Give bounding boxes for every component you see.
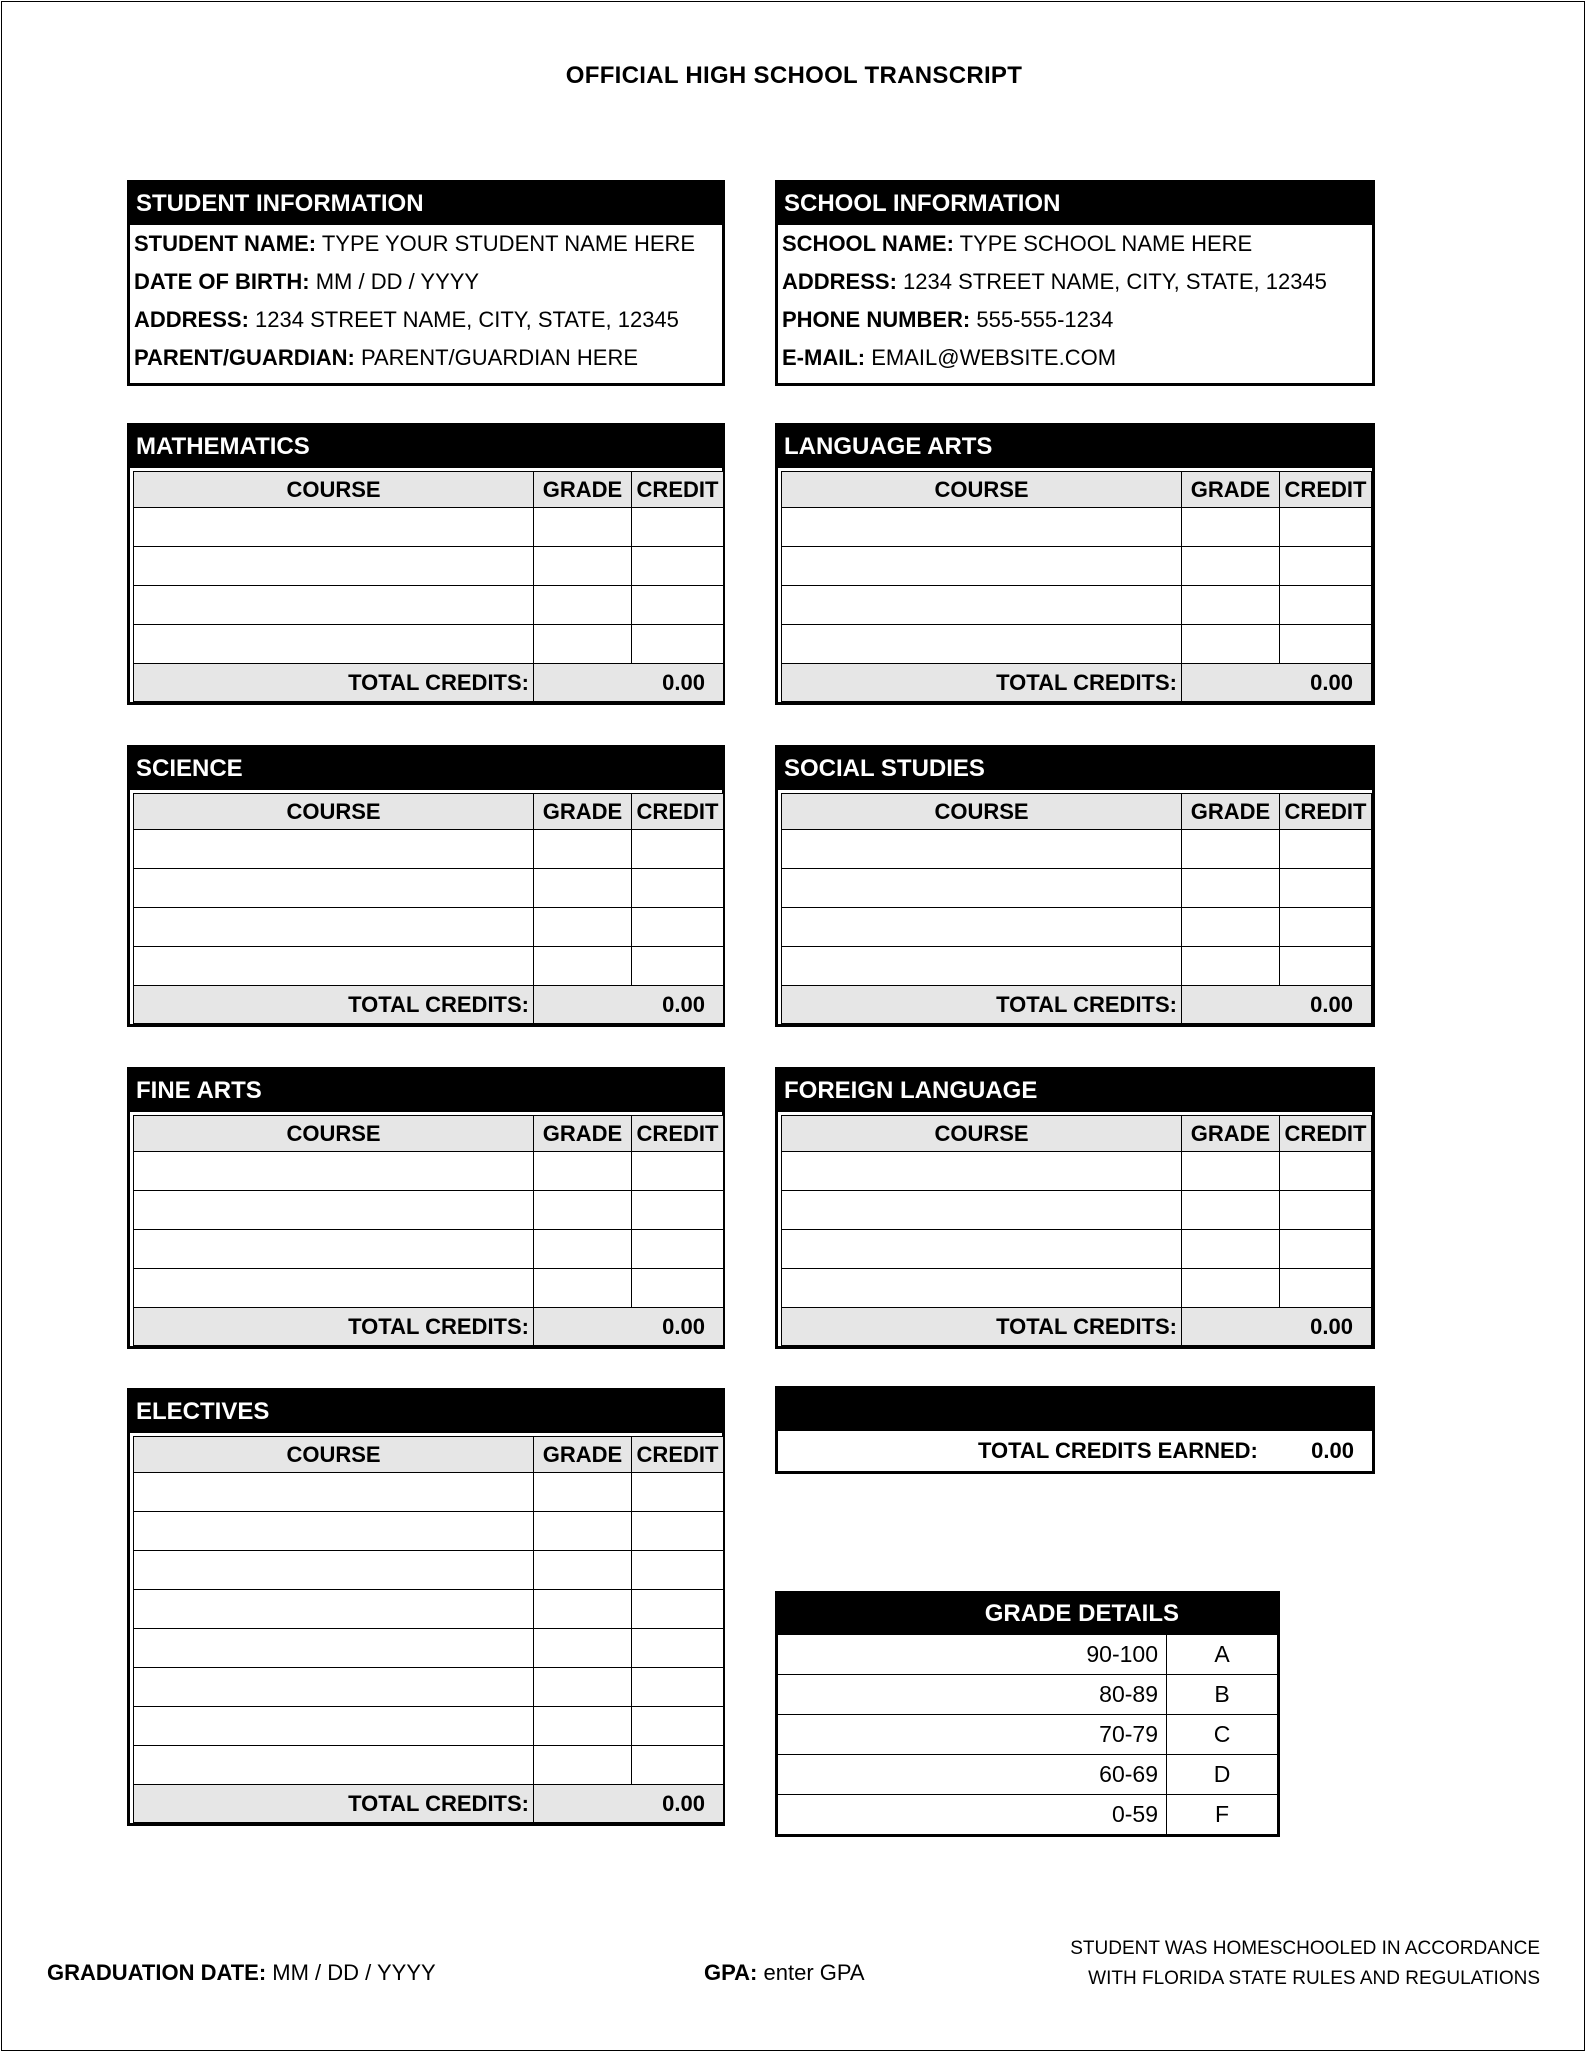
course-table-header (782, 1116, 1372, 1152)
credit-cell[interactable] (632, 830, 724, 869)
credit-cell[interactable] (632, 869, 724, 908)
table-row (782, 947, 1372, 986)
school-name-row (778, 225, 1372, 263)
grade-cell[interactable] (534, 1551, 632, 1590)
total-credits-label: TOTAL CREDITS: (782, 1308, 1182, 1346)
course-cell[interactable] (782, 1152, 1182, 1191)
student-address-value[interactable]: 1234 STREET NAME, CITY, STATE, 12345 (255, 307, 679, 332)
credit-cell[interactable] (1280, 908, 1372, 947)
gpa-label: GPA: (704, 1960, 758, 1985)
credit-cell[interactable] (1280, 1230, 1372, 1269)
grade-row (778, 1755, 1277, 1795)
table-row (134, 869, 724, 908)
total-credits-label: TOTAL CREDITS: (782, 986, 1182, 1024)
total-credits-row (134, 1308, 724, 1346)
phone-number-value[interactable]: 555-555-1234 (976, 307, 1114, 332)
date-of-birth-row (130, 263, 722, 301)
course-cell[interactable] (134, 1230, 534, 1269)
total-credits-value: 0.00 (1182, 1308, 1372, 1346)
table-row (134, 586, 724, 625)
table-row (134, 1269, 724, 1308)
student-name-label: STUDENT NAME: (134, 231, 317, 256)
grade-range: 60-69 (778, 1755, 1167, 1795)
table-row (134, 1473, 724, 1512)
total-credits-value: 0.00 (534, 664, 724, 702)
course-cell[interactable] (134, 1512, 534, 1551)
credit-cell[interactable] (632, 1551, 724, 1590)
table-row (134, 830, 724, 869)
grade-cell[interactable] (534, 1668, 632, 1707)
credit-cell[interactable] (632, 586, 724, 625)
credit-cell[interactable] (1280, 586, 1372, 625)
credit-cell[interactable] (1280, 869, 1372, 908)
course-column-header: COURSE (134, 472, 534, 508)
grade-cell[interactable] (1182, 869, 1280, 908)
credit-column-header: CREDIT (632, 794, 724, 830)
grade-cell[interactable] (534, 1629, 632, 1668)
credit-cell[interactable] (1280, 1269, 1372, 1308)
grade-details-table (778, 1634, 1277, 1834)
school-address-label: ADDRESS: (782, 269, 897, 294)
course-column-header: COURSE (134, 794, 534, 830)
school-info-header: SCHOOL INFORMATION (778, 183, 1372, 225)
table-row (134, 1191, 724, 1230)
school-address-row (778, 263, 1372, 301)
course-table (133, 471, 724, 702)
student-address-label: ADDRESS: (134, 307, 249, 332)
table-row (134, 1152, 724, 1191)
course-table-header (134, 1116, 724, 1152)
science-box (127, 745, 725, 1027)
gpa (704, 1960, 865, 1986)
table-row (782, 586, 1372, 625)
credit-cell[interactable] (1280, 508, 1372, 547)
subject-header: MATHEMATICS (130, 426, 722, 468)
subject-header: ELECTIVES (130, 1391, 722, 1433)
grade-column-header: GRADE (1182, 472, 1280, 508)
total-credits-earned-row (778, 1431, 1372, 1471)
grade-row (778, 1795, 1277, 1835)
total-credits-earned-box (775, 1386, 1375, 1474)
total-credits-row (134, 1785, 724, 1823)
course-table-header (782, 472, 1372, 508)
subject-header: SOCIAL STUDIES (778, 748, 1372, 790)
credit-column-header: CREDIT (632, 1116, 724, 1152)
table-row (782, 1191, 1372, 1230)
course-column-header: COURSE (134, 1116, 534, 1152)
total-credits-label: TOTAL CREDITS: (134, 1308, 534, 1346)
course-cell[interactable] (782, 508, 1182, 547)
total-credits-earned-value: 0.00 (1311, 1438, 1354, 1463)
course-table (781, 793, 1372, 1024)
table-row (782, 1152, 1372, 1191)
course-cell[interactable] (134, 1191, 534, 1230)
grade-letter: F (1167, 1795, 1278, 1835)
course-table-header (134, 472, 724, 508)
course-cell[interactable] (782, 869, 1182, 908)
grade-cell[interactable] (534, 586, 632, 625)
table-row (782, 508, 1372, 547)
grade-cell[interactable] (1182, 947, 1280, 986)
grade-cell[interactable] (1182, 1191, 1280, 1230)
grade-cell[interactable] (534, 908, 632, 947)
grade-column-header: GRADE (534, 1437, 632, 1473)
electives-box (127, 1388, 725, 1826)
course-cell[interactable] (134, 1590, 534, 1629)
phone-number-label: PHONE NUMBER: (782, 307, 971, 332)
table-row (782, 547, 1372, 586)
foreign-language-box (775, 1067, 1375, 1349)
grade-row (778, 1675, 1277, 1715)
total-credits-value: 0.00 (534, 1308, 724, 1346)
grade-cell[interactable] (534, 1269, 632, 1308)
student-name-value[interactable]: TYPE YOUR STUDENT NAME HERE (321, 231, 696, 256)
credit-cell[interactable] (632, 947, 724, 986)
credit-cell[interactable] (632, 547, 724, 586)
total-credits-row (782, 1308, 1372, 1346)
grade-details-box (775, 1591, 1280, 1837)
credit-cell[interactable] (1280, 1191, 1372, 1230)
course-cell[interactable] (782, 947, 1182, 986)
course-cell[interactable] (782, 1191, 1182, 1230)
course-cell[interactable] (134, 1269, 534, 1308)
grade-letter: D (1167, 1755, 1278, 1795)
course-table (133, 1115, 724, 1346)
course-cell[interactable] (134, 1152, 534, 1191)
credit-cell[interactable] (632, 1269, 724, 1308)
table-row (134, 1230, 724, 1269)
table-row (134, 1746, 724, 1785)
course-cell[interactable] (782, 1269, 1182, 1308)
credit-cell[interactable] (632, 1473, 724, 1512)
student-info-header: STUDENT INFORMATION (130, 183, 722, 225)
course-column-header: COURSE (134, 1437, 534, 1473)
course-cell[interactable] (134, 625, 534, 664)
course-table (133, 1436, 724, 1823)
grade-cell[interactable] (1182, 1269, 1280, 1308)
grade-cell[interactable] (1182, 547, 1280, 586)
table-row (134, 1512, 724, 1551)
grade-cell[interactable] (534, 547, 632, 586)
course-cell[interactable] (134, 908, 534, 947)
total-credits-row (134, 986, 724, 1024)
course-cell[interactable] (782, 908, 1182, 947)
course-cell[interactable] (134, 1551, 534, 1590)
school-name-label: SCHOOL NAME: (782, 231, 954, 256)
course-cell[interactable] (782, 625, 1182, 664)
subject-header: FINE ARTS (130, 1070, 722, 1112)
grade-range: 0-59 (778, 1795, 1167, 1835)
graduation-date (47, 1960, 436, 1986)
course-cell[interactable] (134, 1668, 534, 1707)
grade-cell[interactable] (534, 947, 632, 986)
credit-column-header: CREDIT (1280, 1116, 1372, 1152)
table-row (782, 1269, 1372, 1308)
total-credits-earned-label: TOTAL CREDITS EARNED: (977, 1438, 1258, 1463)
grade-cell[interactable] (534, 1230, 632, 1269)
table-row (134, 1590, 724, 1629)
fine-arts-box (127, 1067, 725, 1349)
total-credits-label: TOTAL CREDITS: (134, 664, 534, 702)
credit-cell[interactable] (632, 1668, 724, 1707)
course-cell[interactable] (782, 830, 1182, 869)
table-row (134, 508, 724, 547)
credit-cell[interactable] (632, 1707, 724, 1746)
credit-column-header: CREDIT (1280, 472, 1372, 508)
grade-cell[interactable] (534, 1191, 632, 1230)
grade-range: 80-89 (778, 1675, 1167, 1715)
grade-column-header: GRADE (534, 472, 632, 508)
table-row (134, 1668, 724, 1707)
course-table-header (782, 794, 1372, 830)
course-table (133, 793, 724, 1024)
credit-cell[interactable] (632, 1512, 724, 1551)
grade-row (778, 1635, 1277, 1675)
total-credits-row (782, 986, 1372, 1024)
table-row (134, 1707, 724, 1746)
course-cell[interactable] (134, 1473, 534, 1512)
credit-cell[interactable] (632, 1746, 724, 1785)
course-column-header: COURSE (782, 472, 1182, 508)
credit-column-header: CREDIT (632, 472, 724, 508)
credit-cell[interactable] (632, 1230, 724, 1269)
grade-cell[interactable] (1182, 625, 1280, 664)
homeschool-note-line-1: STUDENT WAS HOMESCHOOLED IN ACCORDANCE (1070, 1938, 1540, 1959)
grade-column-header: GRADE (1182, 794, 1280, 830)
course-column-header: COURSE (782, 1116, 1182, 1152)
total-credits-label: TOTAL CREDITS: (134, 986, 534, 1024)
course-table (781, 1115, 1372, 1346)
grade-cell[interactable] (534, 508, 632, 547)
mathematics-box (127, 423, 725, 705)
school-name-value[interactable]: TYPE SCHOOL NAME HERE (959, 231, 1253, 256)
credit-cell[interactable] (632, 1191, 724, 1230)
student-info-box (127, 180, 725, 386)
parent-guardian-label: PARENT/GUARDIAN: (134, 345, 355, 370)
homeschool-note-line-2: WITH FLORIDA STATE RULES AND REGULATIONS (1088, 1968, 1540, 1989)
credit-cell[interactable] (632, 1152, 724, 1191)
total-credits-row (782, 664, 1372, 702)
grade-cell[interactable] (534, 1473, 632, 1512)
grade-letter: B (1167, 1675, 1278, 1715)
credit-cell[interactable] (1280, 625, 1372, 664)
grade-cell[interactable] (534, 1590, 632, 1629)
grade-row (778, 1715, 1277, 1755)
course-cell[interactable] (134, 1707, 534, 1746)
course-cell[interactable] (134, 586, 534, 625)
table-row (782, 1230, 1372, 1269)
grade-range: 70-79 (778, 1715, 1167, 1755)
table-row (782, 869, 1372, 908)
school-info-box (775, 180, 1375, 386)
course-cell[interactable] (134, 947, 534, 986)
total-credits-value: 0.00 (1182, 986, 1372, 1024)
total-credits-label: TOTAL CREDITS: (134, 1785, 534, 1823)
course-column-header: COURSE (782, 794, 1182, 830)
grade-cell[interactable] (1182, 1152, 1280, 1191)
grade-cell[interactable] (534, 1707, 632, 1746)
credit-cell[interactable] (1280, 1152, 1372, 1191)
table-row (134, 1629, 724, 1668)
grade-range: 90-100 (778, 1635, 1167, 1675)
school-address-value[interactable]: 1234 STREET NAME, CITY, STATE, 12345 (903, 269, 1327, 294)
course-cell[interactable] (134, 869, 534, 908)
total-credits-earned-bar (778, 1389, 1372, 1431)
credit-cell[interactable] (632, 1629, 724, 1668)
table-row (134, 908, 724, 947)
course-cell[interactable] (134, 1629, 534, 1668)
email-row (778, 339, 1372, 377)
parent-guardian-value[interactable]: PARENT/GUARDIAN HERE (360, 345, 639, 370)
table-row (134, 625, 724, 664)
credit-column-header: CREDIT (632, 1437, 724, 1473)
course-table-header (134, 794, 724, 830)
total-credits-row (134, 664, 724, 702)
grade-cell[interactable] (1182, 908, 1280, 947)
course-cell[interactable] (782, 1230, 1182, 1269)
grade-column-header: GRADE (534, 794, 632, 830)
total-credits-value: 0.00 (1182, 664, 1372, 702)
credit-cell[interactable] (632, 908, 724, 947)
grade-column-header: GRADE (1182, 1116, 1280, 1152)
graduation-date-value[interactable]: MM / DD / YYYY (272, 1960, 436, 1985)
date-of-birth-label: DATE OF BIRTH: (134, 269, 310, 294)
grade-cell[interactable] (534, 1152, 632, 1191)
graduation-date-label: GRADUATION DATE: (47, 1960, 267, 1985)
parent-guardian-row (130, 339, 722, 377)
subject-header: FOREIGN LANGUAGE (778, 1070, 1372, 1112)
grade-cell[interactable] (1182, 830, 1280, 869)
email-label: E-MAIL: (782, 345, 866, 370)
course-cell[interactable] (134, 830, 534, 869)
grade-cell[interactable] (534, 625, 632, 664)
grade-cell[interactable] (534, 830, 632, 869)
total-credits-label: TOTAL CREDITS: (782, 664, 1182, 702)
homeschool-note (1070, 1934, 1540, 1994)
credit-cell[interactable] (632, 508, 724, 547)
student-name-row (130, 225, 722, 263)
phone-number-row (778, 301, 1372, 339)
course-table (781, 471, 1372, 702)
table-row (134, 1551, 724, 1590)
grade-cell[interactable] (534, 869, 632, 908)
social-studies-box (775, 745, 1375, 1027)
course-cell[interactable] (134, 508, 534, 547)
grade-cell[interactable] (534, 1746, 632, 1785)
credit-cell[interactable] (632, 625, 724, 664)
grade-cell[interactable] (1182, 508, 1280, 547)
credit-cell[interactable] (1280, 830, 1372, 869)
course-cell[interactable] (782, 547, 1182, 586)
grade-cell[interactable] (1182, 1230, 1280, 1269)
course-cell[interactable] (134, 547, 534, 586)
table-row (782, 830, 1372, 869)
grade-cell[interactable] (534, 1512, 632, 1551)
course-cell[interactable] (134, 1746, 534, 1785)
subject-header: SCIENCE (130, 748, 722, 790)
grade-letter: A (1167, 1635, 1278, 1675)
document-title: OFFICIAL HIGH SCHOOL TRANSCRIPT (565, 62, 1023, 89)
credit-cell[interactable] (632, 1590, 724, 1629)
table-row (782, 625, 1372, 664)
subject-header: LANGUAGE ARTS (778, 426, 1372, 468)
grade-details-header: GRADE DETAILS (778, 1594, 1277, 1634)
credit-cell[interactable] (1280, 947, 1372, 986)
course-table-header (134, 1437, 724, 1473)
gpa-value[interactable]: enter GPA (763, 1960, 865, 1985)
credit-cell[interactable] (1280, 547, 1372, 586)
total-credits-value: 0.00 (534, 986, 724, 1024)
course-cell[interactable] (782, 586, 1182, 625)
table-row (134, 547, 724, 586)
student-address-row (130, 301, 722, 339)
table-row (782, 908, 1372, 947)
email-value[interactable]: EMAIL@WEBSITE.COM (871, 345, 1117, 370)
grade-letter: C (1167, 1715, 1278, 1755)
credit-column-header: CREDIT (1280, 794, 1372, 830)
table-row (134, 947, 724, 986)
grade-column-header: GRADE (534, 1116, 632, 1152)
language-arts-box (775, 423, 1375, 705)
grade-cell[interactable] (1182, 586, 1280, 625)
total-credits-value: 0.00 (534, 1785, 724, 1823)
date-of-birth-value[interactable]: MM / DD / YYYY (315, 269, 480, 294)
